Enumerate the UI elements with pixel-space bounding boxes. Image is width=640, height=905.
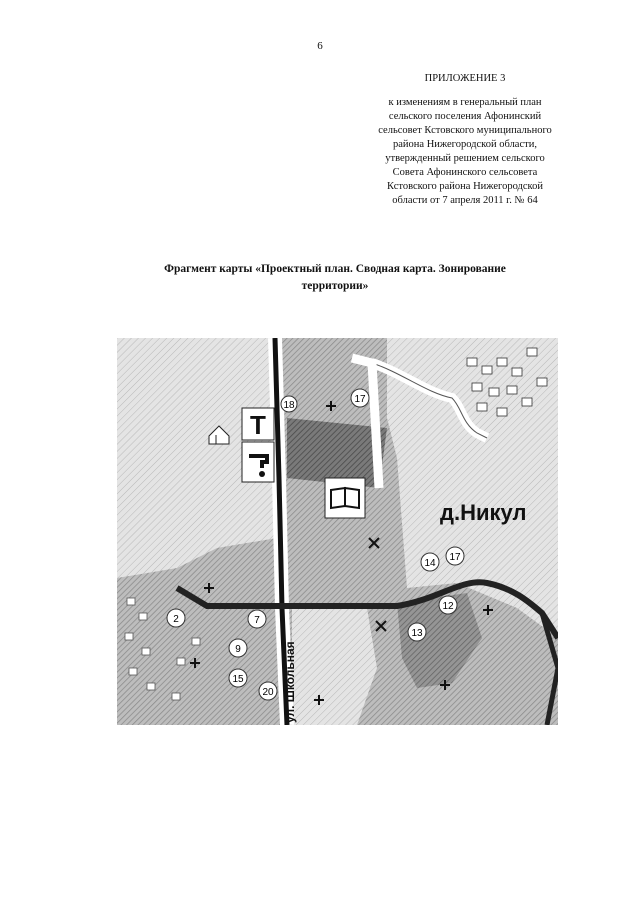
appendix-line: сельского поселения Афонинский <box>388 111 542 122</box>
svg-text:20: 20 <box>262 687 274 698</box>
svg-text:15: 15 <box>232 674 244 685</box>
appendix-line: Кстовского района Нижегородской <box>387 181 543 192</box>
appendix-block <box>340 72 590 208</box>
telephone-t-icon <box>242 408 274 440</box>
map-fragment <box>117 338 558 725</box>
svg-text:9: 9 <box>235 644 241 655</box>
zone-marker <box>229 639 247 657</box>
zone-marker <box>248 610 266 628</box>
water-tap-icon <box>242 442 274 482</box>
page-number: 6 <box>317 40 323 52</box>
svg-text:18: 18 <box>283 400 295 411</box>
zone-marker <box>408 623 426 641</box>
zone-marker <box>351 389 369 407</box>
book-icon <box>325 478 365 518</box>
svg-text:T: T <box>250 410 266 440</box>
appendix-line: утвержденный решением сельского <box>385 153 545 164</box>
zone-marker <box>167 609 185 627</box>
street-label: ул. Школьная <box>283 641 297 723</box>
appendix-line: сельсовет Кстовского муниципального <box>378 125 552 136</box>
svg-text:12: 12 <box>442 601 454 612</box>
village-label: д.Никул <box>440 500 527 525</box>
appendix-line: района Нижегородской области, <box>393 139 537 150</box>
zone-marker <box>229 669 247 687</box>
appendix-line: к изменениям в генеральный план <box>388 97 542 108</box>
appendix-heading: ПРИЛОЖЕНИЕ 3 <box>424 73 506 84</box>
svg-text:2: 2 <box>173 614 179 625</box>
zone-marker <box>259 682 277 700</box>
map-title-line: Фрагмент карты «Проектный план. Сводная карта. Зонирование <box>164 263 506 275</box>
map-title <box>90 261 580 295</box>
svg-text:17: 17 <box>354 394 366 405</box>
svg-text:13: 13 <box>411 628 423 639</box>
svg-text:14: 14 <box>424 558 436 569</box>
zone-marker <box>439 596 457 614</box>
zone-marker <box>421 553 439 571</box>
zone-marker <box>446 547 464 565</box>
appendix-line: Совета Афонинского сельсовета <box>392 167 538 178</box>
zone-marker <box>281 396 297 412</box>
svg-text:7: 7 <box>254 615 260 626</box>
map-title-line: территории» <box>301 280 369 292</box>
appendix-line: области от 7 апреля 2011 г. № 64 <box>392 195 538 206</box>
svg-text:17: 17 <box>449 552 461 563</box>
